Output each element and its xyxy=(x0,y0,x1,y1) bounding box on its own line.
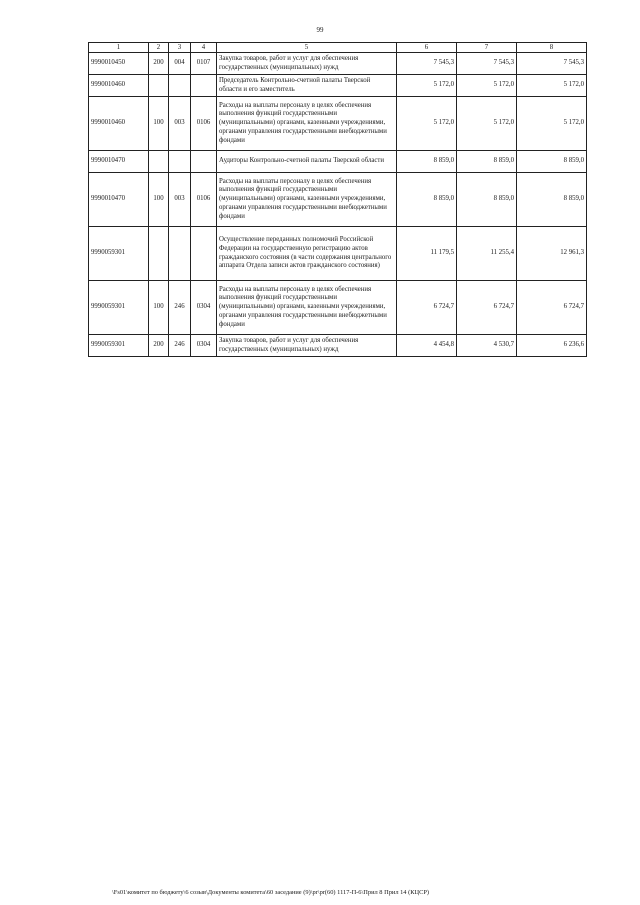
amount-col7: 5 172,0 xyxy=(457,97,517,151)
row-description: Расходы на выплаты персоналу в целях обеспечения выполнения функций государственными (муниципальными) органами, казенными учреждениями, органами управления государственными внебюджетными фондами xyxy=(217,173,397,227)
classifier-code: 9990010450 xyxy=(89,53,149,75)
header-cell: 4 xyxy=(191,43,217,53)
admin-code xyxy=(169,75,191,97)
header-cell: 8 xyxy=(517,43,587,53)
amount-col8: 6 724,7 xyxy=(517,281,587,335)
amount-col6: 7 545,3 xyxy=(397,53,457,75)
header-cell: 6 xyxy=(397,43,457,53)
admin-code: 003 xyxy=(169,173,191,227)
budget-table xyxy=(88,42,587,357)
classifier-code: 9990010460 xyxy=(89,97,149,151)
amount-col7: 4 530,7 xyxy=(457,335,517,357)
expense-type: 200 xyxy=(149,53,169,75)
section-code: 0106 xyxy=(191,97,217,151)
row-description: Расходы на выплаты персоналу в целях обеспечения выполнения функций государственными (муниципальными) органами, казенными учреждениями, органами управления государственными внебюджетными фондами xyxy=(217,281,397,335)
row-description: Председатель Контрольно-счетной палаты Тверской области и его заместитель xyxy=(217,75,397,97)
table-row xyxy=(89,75,587,97)
table-row xyxy=(89,53,587,75)
amount-col7: 8 859,0 xyxy=(457,151,517,173)
admin-code xyxy=(169,151,191,173)
table-row xyxy=(89,227,587,281)
amount-col7: 7 545,3 xyxy=(457,53,517,75)
admin-code: 003 xyxy=(169,97,191,151)
header-cell: 1 xyxy=(89,43,149,53)
expense-type: 200 xyxy=(149,335,169,357)
table-row xyxy=(89,335,587,357)
amount-col6: 11 179,5 xyxy=(397,227,457,281)
header-cell: 7 xyxy=(457,43,517,53)
section-code xyxy=(191,227,217,281)
header-row xyxy=(89,43,587,53)
expense-type: 100 xyxy=(149,97,169,151)
amount-col6: 8 859,0 xyxy=(397,151,457,173)
expense-type xyxy=(149,227,169,281)
section-code: 0106 xyxy=(191,173,217,227)
admin-code xyxy=(169,227,191,281)
amount-col8: 12 961,3 xyxy=(517,227,587,281)
amount-col8: 8 859,0 xyxy=(517,173,587,227)
amount-col6: 4 454,8 xyxy=(397,335,457,357)
expense-type: 100 xyxy=(149,173,169,227)
header-cell: 2 xyxy=(149,43,169,53)
row-description: Аудиторы Контрольно-счетной палаты Тверской области xyxy=(217,151,397,173)
admin-code: 004 xyxy=(169,53,191,75)
page-number: 99 xyxy=(316,26,324,34)
header-cell: 3 xyxy=(169,43,191,53)
classifier-code: 9990010470 xyxy=(89,173,149,227)
row-description: Осуществление переданных полномочий Российской Федерации на государственную регистрацию актов гражданского состояния (в части содержания центрального аппарата Отдела записи актов гражданского состояния) xyxy=(217,227,397,281)
table-row xyxy=(89,281,587,335)
amount-col6: 5 172,0 xyxy=(397,97,457,151)
amount-col8: 6 236,6 xyxy=(517,335,587,357)
amount-col6: 8 859,0 xyxy=(397,173,457,227)
admin-code: 246 xyxy=(169,335,191,357)
row-description: Закупка товаров, работ и услуг для обеспечения государственных (муниципальных) нужд xyxy=(217,53,397,75)
classifier-code: 9990059301 xyxy=(89,335,149,357)
amount-col7: 8 859,0 xyxy=(457,173,517,227)
header-cell: 5 xyxy=(217,43,397,53)
table-row xyxy=(89,97,587,151)
section-code: 0304 xyxy=(191,281,217,335)
table-row xyxy=(89,151,587,173)
amount-col8: 5 172,0 xyxy=(517,75,587,97)
amount-col6: 5 172,0 xyxy=(397,75,457,97)
section-code xyxy=(191,151,217,173)
amount-col7: 11 255,4 xyxy=(457,227,517,281)
expense-type xyxy=(149,75,169,97)
amount-col8: 5 172,0 xyxy=(517,97,587,151)
row-description: Расходы на выплаты персоналу в целях обеспечения выполнения функций государственными (муниципальными) органами, казенными учреждениями, органами управления государственными внебюджетными фондами xyxy=(217,97,397,151)
classifier-code: 9990059301 xyxy=(89,227,149,281)
amount-col7: 6 724,7 xyxy=(457,281,517,335)
classifier-code: 9990059301 xyxy=(89,281,149,335)
classifier-code: 9990010470 xyxy=(89,151,149,173)
footer-file-path: \Fs01\комитет по бюджету\6 созыв\Документы комитета\60 заседание (9)\pr\pr(60) 1117-П-6\Прил 8 Прил 14 (КЦСР) xyxy=(112,889,430,896)
table-row xyxy=(89,173,587,227)
section-code xyxy=(191,75,217,97)
expense-type: 100 xyxy=(149,281,169,335)
amount-col7: 5 172,0 xyxy=(457,75,517,97)
amount-col8: 7 545,3 xyxy=(517,53,587,75)
expense-type xyxy=(149,151,169,173)
section-code: 0304 xyxy=(191,335,217,357)
amount-col8: 8 859,0 xyxy=(517,151,587,173)
admin-code: 246 xyxy=(169,281,191,335)
row-description: Закупка товаров, работ и услуг для обеспечения государственных (муниципальных) нужд xyxy=(217,335,397,357)
section-code: 0107 xyxy=(191,53,217,75)
amount-col6: 6 724,7 xyxy=(397,281,457,335)
classifier-code: 9990010460 xyxy=(89,75,149,97)
